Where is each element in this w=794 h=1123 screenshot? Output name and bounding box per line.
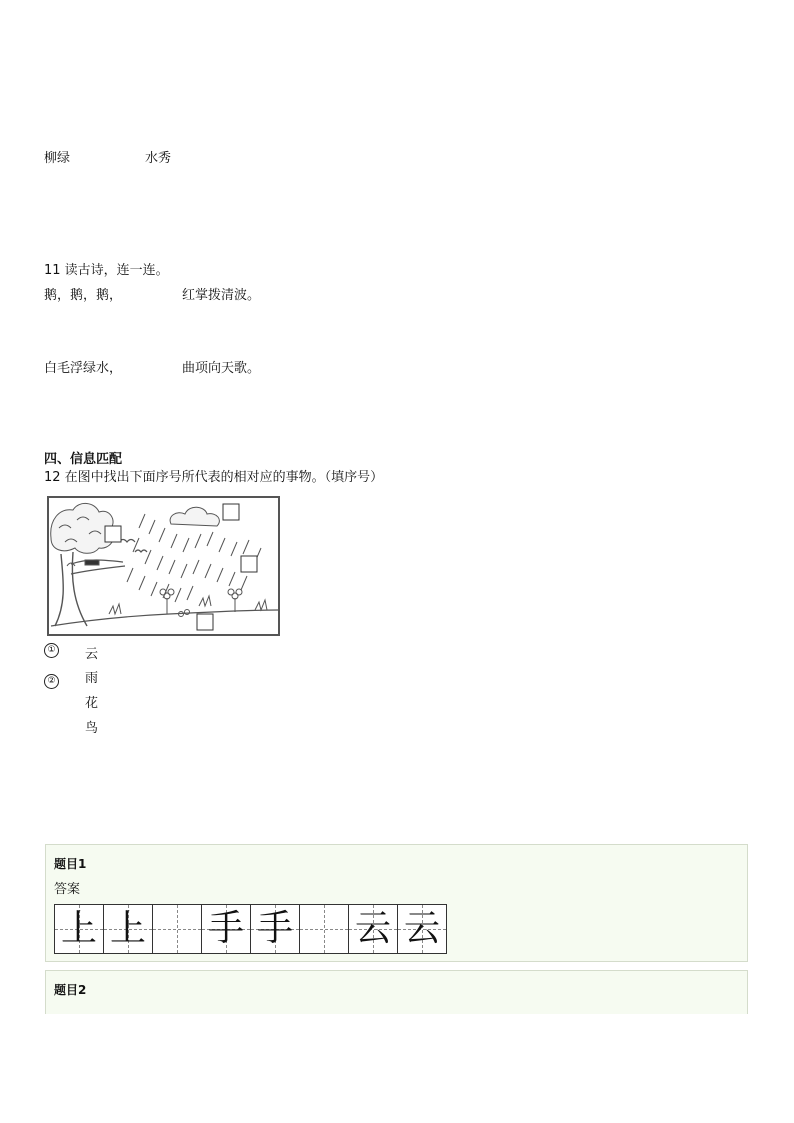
item-flower: 花	[85, 696, 99, 711]
grid-character	[153, 905, 201, 953]
grid-character: 云	[403, 908, 440, 949]
q11-row2-left: 白毛浮绿水，	[44, 361, 123, 376]
tianzige-cell	[54, 904, 104, 954]
tianzige-cell	[250, 904, 300, 954]
q11-row1-right: 红掌拨清波。	[182, 288, 261, 303]
tianzige-cell	[397, 904, 447, 954]
item-bird: 鸟	[85, 721, 99, 736]
grid-character: 手	[256, 908, 293, 949]
q10-left-word: 柳绿	[44, 151, 71, 166]
answer-title: 题目1	[54, 857, 87, 871]
grid-character: 上	[109, 908, 146, 949]
grid-character: 云	[354, 908, 391, 949]
answer-title: 题目2	[54, 983, 87, 997]
item-rain: 雨	[85, 671, 99, 686]
q12-question: 12 在图中找出下面序号所代表的相对应的事物。（填序号）	[44, 470, 384, 485]
section4-heading: 四、信息匹配	[44, 452, 123, 467]
q10-right-word: 水秀	[145, 151, 172, 166]
item-cloud: 云	[85, 647, 99, 662]
tianzige-cell	[103, 904, 153, 954]
rain-scene-illustration	[49, 498, 278, 634]
tianzige-cell	[152, 904, 202, 954]
circle-label-2: ②	[44, 674, 59, 689]
tianzige-grid	[54, 904, 447, 953]
answer-label: 答案	[54, 882, 81, 897]
q11-question: 11 读古诗，连一连。	[44, 263, 169, 278]
q11-row2-right: 曲项向天歌。	[182, 361, 261, 376]
grid-character	[300, 905, 348, 953]
answer-panel-1	[45, 844, 748, 962]
grid-character: 上	[60, 908, 97, 949]
grid-character: 手	[207, 908, 244, 949]
circle-label-1: ①	[44, 643, 59, 658]
tianzige-cell	[201, 904, 251, 954]
rain-scene-picture	[47, 496, 280, 636]
q11-row1-left: 鹅，鹅，鹅，	[44, 288, 123, 303]
answer-panel-2	[45, 970, 748, 1014]
tianzige-cell	[299, 904, 349, 954]
tianzige-cell	[348, 904, 398, 954]
